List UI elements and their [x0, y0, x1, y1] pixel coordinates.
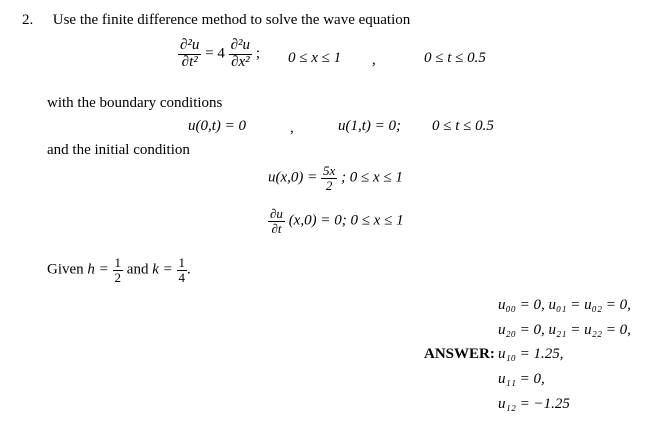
bc-t-range: 0 ≤ t ≤ 0.5: [432, 118, 494, 134]
bc-right: u(1,t) = 0;: [338, 118, 402, 134]
pde-equals: = 4: [205, 45, 225, 62]
ic1-lhs: u(x,0) =: [268, 169, 318, 186]
ic1-denominator: 2: [321, 178, 337, 193]
ic2-numerator: ∂u: [270, 206, 283, 221]
given-k-numerator: 1: [178, 255, 185, 270]
pde-lhs-denominator: ∂t²: [178, 54, 201, 71]
given-h: h =: [87, 261, 109, 278]
given-h-fraction: [113, 256, 124, 284]
pde-rhs-denominator: ∂x²: [229, 54, 252, 71]
ic-label: and the initial condition: [47, 142, 190, 158]
answer-label: ANSWER:: [424, 346, 495, 362]
given-k: k =: [152, 261, 173, 278]
ic1-tail: ; 0 ≤ x ≤ 1: [341, 169, 403, 186]
given-period: .: [187, 261, 191, 278]
ic1-numerator: 5x: [323, 163, 336, 178]
pde-lhs-fraction: [178, 38, 201, 71]
pde-semicolon: ;: [255, 45, 260, 62]
pde-comma: ,: [372, 52, 376, 68]
given-h-denominator: 2: [114, 269, 122, 285]
ic2-fraction: [268, 207, 285, 235]
problem-number: 2.: [22, 12, 34, 28]
given-line: [47, 256, 191, 284]
answer-line-5: u₁₂ = −1.25: [498, 396, 570, 412]
problem-text: Use the finite difference method to solve the wave equation: [52, 12, 411, 28]
ic2-equation: [268, 207, 404, 235]
answer-line-3: u₁₀ = 1.25,: [498, 346, 564, 362]
wave-equation: [178, 38, 260, 71]
pde-lhs-numerator: ∂²u: [180, 37, 200, 53]
given-h-numerator: 1: [114, 255, 122, 270]
pde-x-range: 0 ≤ x ≤ 1: [288, 50, 342, 66]
given-and: and: [126, 261, 149, 278]
ic2-denominator: ∂t: [268, 221, 285, 236]
bc-left: u(0,t) = 0: [188, 118, 247, 134]
bc-label: with the boundary conditions: [47, 95, 223, 111]
pde-rhs-numerator: ∂²u: [230, 37, 251, 53]
ic1-equation: [268, 164, 403, 192]
ic2-tail: (x,0) = 0; 0 ≤ x ≤ 1: [288, 212, 404, 229]
problem-statement: [22, 12, 410, 29]
pde-t-range: 0 ≤ t ≤ 0.5: [424, 50, 486, 66]
given-k-fraction: [177, 256, 188, 284]
answer-line-2: u₂₀ = 0, u₂₁ = u₂₂ = 0,: [498, 322, 631, 338]
pde-rhs-fraction: [229, 38, 252, 71]
given-k-denominator: 4: [178, 269, 185, 285]
ic1-fraction: [321, 164, 337, 192]
answer-line-4: u₁₁ = 0,: [498, 371, 545, 387]
bc-comma: ,: [290, 120, 294, 136]
given-label: Given: [47, 261, 84, 278]
answer-line-1: u₀₀ = 0, u₀₁ = u₀₂ = 0,: [498, 297, 631, 313]
